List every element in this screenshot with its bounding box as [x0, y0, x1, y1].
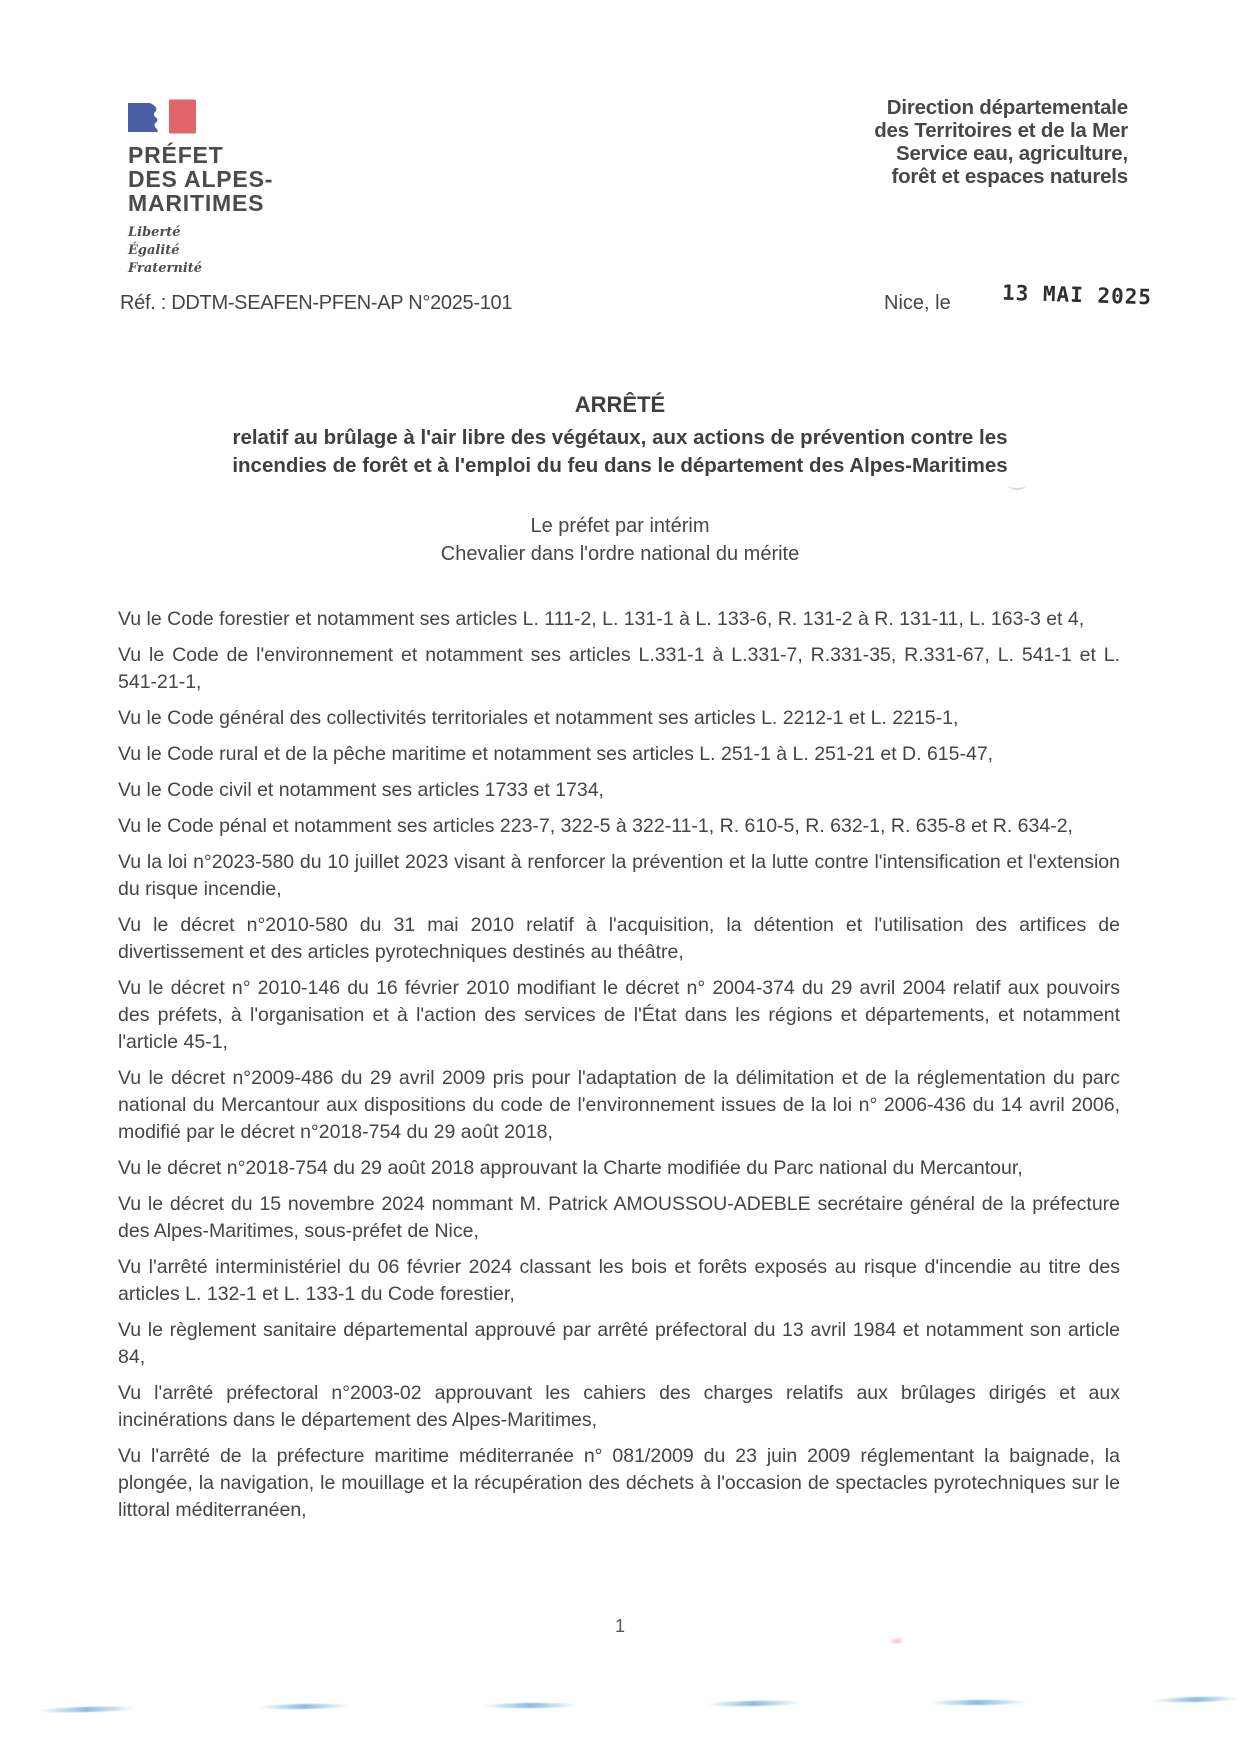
issuing-service-line: Direction départementale: [886, 96, 1128, 119]
vu-paragraph: Vu le Code de l'environnement et notamment ses articles L.331-1 à L.331-7, R.331-35, R.331-67, L. 541-1 et L. 541-21-1,: [118, 644, 1120, 693]
issuing-service-block: [874, 96, 1128, 188]
scan-artifact-dash: [1152, 1696, 1240, 1703]
vu-paragraph: Vu l'arrêté de la préfecture maritime méditerranée n° 081/2009 du 23 juin 2009 réglementant la baignade, la plongée, la navigation, le mouillage et la récupération des déchets à l'occasion de spectacles pyrotechniques sur le littoral méditerranéen,: [118, 1445, 1120, 1521]
vu-paragraph: Vu l'arrêté interministériel du 06 février 2024 classant les bois et forêts exposés au risque d'incendie au titre des articles L. 132-1 et L. 133-1 du Code forestier,: [118, 1256, 1120, 1305]
signing-authority: [0, 512, 1240, 568]
document-subtitle: [120, 424, 1120, 480]
prefecture-logo: [128, 98, 273, 278]
issuing-service-line: forêt et espaces naturels: [891, 165, 1128, 188]
vu-paragraph: Vu le décret du 15 novembre 2024 nommant M. Patrick AMOUSSOU-ADEBLE secrétaire général de la préfecture des Alpes-Maritimes, sous-préfet de Nice,: [118, 1193, 1120, 1242]
vu-paragraph: Vu le décret n° 2010-146 du 16 février 2010 modifiant le décret n° 2004-374 du 29 avril 2004 relatif aux pouvoirs des préfets, à l'organisation et à l'action des services de l'État dans les régions et départements, et notamment l'article 45-1,: [118, 977, 1120, 1053]
vu-paragraph: Vu le Code civil et notamment ses articles 1733 et 1734,: [118, 779, 604, 801]
prefect-name-line: MARITIMES: [128, 190, 265, 216]
document-subtitle-line: incendies de forêt et à l'emploi du feu dans le département des Alpes-Maritimes: [232, 454, 1008, 477]
document-subtitle-line: relatif au brûlage à l'air libre des végétaux, aux actions de prévention contre les: [232, 426, 1008, 449]
motto-line: Liberté: [128, 225, 181, 240]
scan-artifact-smudge: [1008, 480, 1026, 490]
vu-paragraph: Vu le Code général des collectivités territoriales et notamment ses articles L. 2212-1 et L. 2215-1,: [118, 707, 959, 729]
date-stamp: 13 MAI 2025: [1001, 280, 1153, 310]
vu-paragraph: Vu la loi n°2023-580 du 10 juillet 2023 visant à renforcer la prévention et la lutte contre l'intensification et l'extension du risque incendie,: [118, 851, 1120, 900]
place-and-date-label: Nice, le: [884, 292, 951, 314]
vu-paragraph: Vu le décret n°2010-580 du 31 mai 2010 relatif à l'acquisition, la détention et l'utilisation des artifices de divertissement et des articles pyrotechniques destinés au théâtre,: [118, 914, 1120, 963]
vu-paragraph: Vu le Code pénal et notamment ses articles 223-7, 322-5 à 322-11-1, R. 610-5, R. 632-1, R. 635-8 et R. 634-2,: [118, 815, 1073, 837]
scan-artifact-dash: [37, 1706, 137, 1714]
scan-artifact-dash: [928, 1700, 1028, 1706]
french-flag-marianne-icon: [128, 98, 198, 136]
scan-artifact-pink-mark: [891, 1637, 904, 1645]
vu-paragraph: Vu le règlement sanitaire départemental approuvé par arrêté préfectoral du 13 avril 1984 et notamment son article 84,: [118, 1319, 1120, 1368]
signing-authority-line: Chevalier dans l'ordre national du mérite: [440, 543, 800, 565]
issuing-service-line: des Territoires et de la Mer: [874, 119, 1128, 142]
document-title: ARRÊTÉ: [574, 392, 666, 417]
issuing-service-line: Service eau, agriculture,: [895, 142, 1128, 165]
recitals-section: [118, 606, 1120, 1533]
vu-paragraph: Vu le Code rural et de la pêche maritime et notamment ses articles L. 251-1 à L. 251-21 et D. 615-47,: [118, 743, 994, 765]
prefect-name: [128, 143, 273, 215]
scan-artifact-dash: [258, 1703, 350, 1710]
reference-number: Réf. : DDTM-SEAFEN-PFEN-AP N°2025-101: [120, 292, 513, 314]
page-number: 1: [614, 1616, 625, 1636]
scan-artifact-dash: [706, 1700, 802, 1707]
republic-motto: [128, 224, 273, 278]
vu-paragraph: Vu le décret n°2018-754 du 29 août 2018 approuvant la Charte modifiée du Parc national du Mercantour,: [118, 1157, 1023, 1179]
prefect-name-line: DES ALPES-: [128, 166, 274, 192]
motto-line: Fraternité: [128, 261, 203, 276]
vu-paragraph: Vu le décret n°2009-486 du 29 avril 2009 pris pour l'adaptation de la délimitation et de la réglementation du parc national du Mercantour aux dispositions du code de l'environnement issues de la loi n° 2006-436 du 14 avril 2006, modifié par le décret n°2018-754 du 29 août 2018,: [118, 1067, 1120, 1143]
prefect-name-line: PRÉFET: [128, 142, 224, 168]
scan-artifact-dash: [482, 1703, 578, 1709]
vu-paragraph: Vu le Code forestier et notamment ses articles L. 111-2, L. 131-1 à L. 133-6, R. 131-2 à R. 131-11, L. 163-3 et 4,: [118, 608, 1085, 630]
vu-paragraph: Vu l'arrêté préfectoral n°2003-02 approuvant les cahiers des charges relatifs aux brûlages dirigés et aux incinérations dans le département des Alpes-Maritimes,: [118, 1382, 1120, 1431]
signing-authority-line: Le préfet par intérim: [530, 515, 710, 537]
motto-line: Égalité: [128, 243, 180, 258]
